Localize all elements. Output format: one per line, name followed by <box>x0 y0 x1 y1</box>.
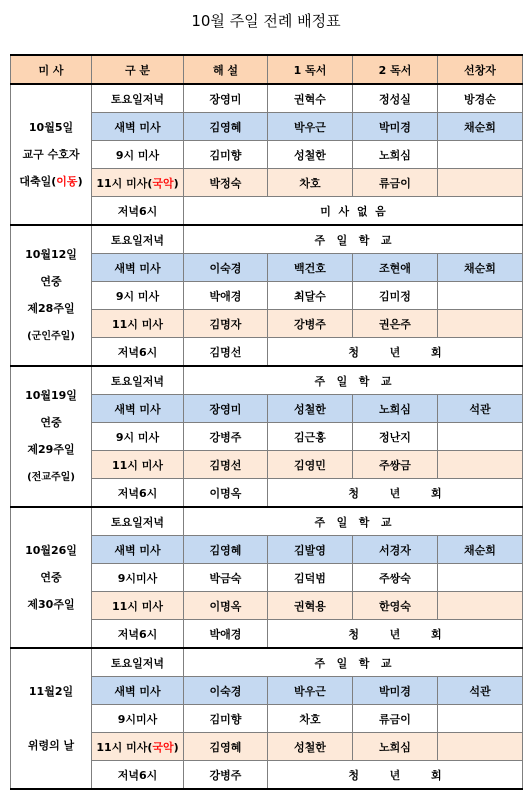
cantor-cell <box>438 564 523 592</box>
date-line-part: 10월26일 <box>25 544 77 557</box>
date-line <box>11 705 91 732</box>
commentator-cell: 장영미 <box>184 395 268 423</box>
date-line <box>11 168 91 195</box>
date-cell <box>11 366 92 507</box>
date-line <box>11 241 91 268</box>
reading-2-cell: 김미정 <box>353 282 438 310</box>
reading-2-cell: 주쌍금 <box>353 451 438 479</box>
date-line <box>11 591 91 618</box>
header-category: 구 분 <box>92 55 184 84</box>
commentator-cell: 김명자 <box>184 310 268 338</box>
mass-label-cell <box>92 197 184 226</box>
mass-label-cell <box>92 169 184 197</box>
reading-1-cell: 차호 <box>268 705 353 733</box>
date-line <box>11 732 91 759</box>
mass-label-cell <box>92 648 184 677</box>
merged-assignment-cell: 주 일 학 교 <box>184 648 523 677</box>
mass-label-part: 저녁6시 <box>117 768 158 782</box>
mass-label-part: 9시미사 <box>117 571 158 585</box>
reading-2-cell: 권은주 <box>353 310 438 338</box>
date-line-part: 위령의 날 <box>27 739 75 752</box>
commentator-cell: 강병주 <box>184 423 268 451</box>
header-mass: 미 사 <box>11 55 92 84</box>
date-line-part: 연중 <box>40 416 62 429</box>
merged-assignment-cell: 청 년 회 <box>268 761 523 790</box>
date-line <box>11 409 91 436</box>
table-row <box>11 507 523 536</box>
mass-label-part: ) <box>173 176 179 190</box>
reading-2-cell: 정난지 <box>353 423 438 451</box>
mass-label-part: 9시 미사 <box>115 430 160 444</box>
schedule-body <box>11 84 523 789</box>
commentator-cell: 강병주 <box>184 761 268 790</box>
cantor-cell: 석관 <box>438 395 523 423</box>
mass-label-cell <box>92 677 184 705</box>
reading-2-cell: 주쌍숙 <box>353 564 438 592</box>
mass-label-cell <box>92 395 184 423</box>
reading-1-cell: 권혁수 <box>268 84 353 113</box>
reading-1-cell: 김발영 <box>268 536 353 564</box>
reading-2-cell: 서경자 <box>353 536 438 564</box>
reading-1-cell: 김근홍 <box>268 423 353 451</box>
reading-2-cell: 조현애 <box>353 254 438 282</box>
header-row <box>11 55 523 84</box>
header-reading-1: 1 독서 <box>268 55 353 84</box>
date-line-part: 제28주일 <box>27 302 75 315</box>
merged-assignment-cell: 청 년 회 <box>268 479 523 508</box>
commentator-cell: 이명옥 <box>184 592 268 620</box>
commentator-cell: 김명선 <box>184 451 268 479</box>
mass-label-part: 토요일저녁 <box>110 92 165 106</box>
date-line <box>11 564 91 591</box>
date-cell <box>11 648 92 789</box>
date-line <box>11 678 91 705</box>
reading-2-cell: 노희심 <box>353 395 438 423</box>
reading-1-cell: 차호 <box>268 169 353 197</box>
mass-label-part: 새벽 미사 <box>114 543 161 557</box>
mass-label-part: 9시미사 <box>117 712 158 726</box>
mass-label-cell <box>92 761 184 790</box>
date-line-part: 교구 수호자 <box>22 148 80 161</box>
cantor-cell <box>438 592 523 620</box>
mass-label-cell <box>92 282 184 310</box>
mass-label-cell <box>92 705 184 733</box>
cantor-cell <box>438 169 523 197</box>
date-line-part: 연중 <box>40 571 62 584</box>
date-line <box>11 537 91 564</box>
mass-label-cell <box>92 310 184 338</box>
merged-assignment-cell: 주 일 학 교 <box>184 225 523 254</box>
mass-label-part: 9시 미사 <box>115 289 160 303</box>
reading-1-cell: 최달수 <box>268 282 353 310</box>
mass-label-cell <box>92 733 184 761</box>
mass-label-part: 저녁6시 <box>117 204 158 218</box>
reading-1-cell: 박우근 <box>268 677 353 705</box>
mass-label-part: 저녁6시 <box>117 627 158 641</box>
date-line-part: (군인주일) <box>27 331 75 342</box>
mass-label-part: 11시 미사 <box>111 458 163 472</box>
header-cantor: 선창자 <box>438 55 523 84</box>
cantor-cell: 방경순 <box>438 84 523 113</box>
mass-label-cell <box>92 254 184 282</box>
mass-label-cell <box>92 141 184 169</box>
date-cell <box>11 225 92 366</box>
commentator-cell: 박정숙 <box>184 169 268 197</box>
commentator-cell: 김영혜 <box>184 536 268 564</box>
merged-assignment-cell: 미 사 없 음 <box>184 197 523 226</box>
reading-1-cell: 강병주 <box>268 310 353 338</box>
page-title: 10월 주일 전례 배정표 <box>191 12 341 30</box>
mass-label-cell <box>92 225 184 254</box>
header-commentator: 해 설 <box>184 55 268 84</box>
reading-2-cell: 정성실 <box>353 84 438 113</box>
date-line-part: 10월5일 <box>28 121 74 134</box>
mass-label-cell <box>92 620 184 649</box>
date-cell <box>11 84 92 225</box>
date-line <box>11 382 91 409</box>
commentator-cell: 김영혜 <box>184 733 268 761</box>
mass-label-part: 토요일저녁 <box>110 515 165 529</box>
date-cell <box>11 507 92 648</box>
cantor-cell <box>438 733 523 761</box>
date-line-part: 11월2일 <box>28 685 74 698</box>
mass-label-cell <box>92 451 184 479</box>
commentator-cell: 이숙경 <box>184 254 268 282</box>
mass-label-part: 11시 미사 <box>111 317 163 331</box>
date-line-part: 대축일( <box>19 175 57 188</box>
reading-2-cell: 한영숙 <box>353 592 438 620</box>
reading-1-cell: 성철한 <box>268 395 353 423</box>
reading-2-cell: 노희심 <box>353 141 438 169</box>
reading-2-cell: 박미경 <box>353 113 438 141</box>
commentator-cell: 김미향 <box>184 141 268 169</box>
table-row <box>11 225 523 254</box>
cantor-cell: 석관 <box>438 677 523 705</box>
date-line-part: ) <box>77 175 83 188</box>
date-line-part: 제29주일 <box>27 443 75 456</box>
cantor-cell <box>438 310 523 338</box>
date-line <box>11 436 91 463</box>
header-reading-2: 2 독서 <box>353 55 438 84</box>
commentator-cell: 김영혜 <box>184 113 268 141</box>
reading-1-cell: 백건호 <box>268 254 353 282</box>
cantor-cell <box>438 451 523 479</box>
mass-label-cell <box>92 84 184 113</box>
mass-label-cell <box>92 423 184 451</box>
reading-2-cell: 박미경 <box>353 677 438 705</box>
date-line <box>11 268 91 295</box>
mass-label-cell <box>92 592 184 620</box>
mass-label-part: 토요일저녁 <box>110 233 165 247</box>
mass-label-cell <box>92 338 184 367</box>
mass-label-part: 11시 미사( <box>96 176 153 190</box>
reading-1-cell: 성철한 <box>268 733 353 761</box>
merged-assignment-cell: 청 년 회 <box>268 338 523 367</box>
mass-label-part: 저녁6시 <box>117 486 158 500</box>
date-line-part: (전교주일) <box>27 472 75 483</box>
mass-label-part: 9시 미사 <box>115 148 160 162</box>
mass-label-cell <box>92 113 184 141</box>
table-row <box>11 84 523 113</box>
merged-assignment-cell: 주 일 학 교 <box>184 507 523 536</box>
reading-1-cell: 권혁용 <box>268 592 353 620</box>
date-line-part: 10월12일 <box>25 248 77 261</box>
reading-1-cell: 박우근 <box>268 113 353 141</box>
mass-label-part: 토요일저녁 <box>110 656 165 670</box>
table-row <box>11 366 523 395</box>
reading-2-cell: 노희심 <box>353 733 438 761</box>
cantor-cell <box>438 282 523 310</box>
reading-1-cell: 성철한 <box>268 141 353 169</box>
merged-assignment-cell: 청 년 회 <box>268 620 523 649</box>
commentator-cell: 박금숙 <box>184 564 268 592</box>
commentator-cell: 이명옥 <box>184 479 268 508</box>
mass-label-part: 국악 <box>152 176 174 190</box>
mass-label-cell <box>92 479 184 508</box>
date-line <box>11 295 91 322</box>
mass-label-part: 국악 <box>152 740 174 754</box>
commentator-cell: 이숙경 <box>184 677 268 705</box>
cantor-cell <box>438 141 523 169</box>
cantor-cell <box>438 705 523 733</box>
cantor-cell: 채순희 <box>438 254 523 282</box>
date-line <box>11 463 91 491</box>
merged-assignment-cell: 주 일 학 교 <box>184 366 523 395</box>
reading-2-cell: 류금이 <box>353 169 438 197</box>
date-line <box>11 114 91 141</box>
mass-label-part: 새벽 미사 <box>114 684 161 698</box>
date-line-part: 연중 <box>40 275 62 288</box>
mass-label-cell <box>92 536 184 564</box>
reading-1-cell: 김영민 <box>268 451 353 479</box>
mass-label-part: 11시 미사( <box>96 740 153 754</box>
mass-label-part: 11시 미사 <box>111 599 163 613</box>
date-line-part: 이동 <box>56 175 78 188</box>
cantor-cell <box>438 423 523 451</box>
date-line <box>11 141 91 168</box>
reading-1-cell: 김덕범 <box>268 564 353 592</box>
date-line-part: 제30주일 <box>27 598 75 611</box>
cantor-cell: 채순희 <box>438 536 523 564</box>
date-line-part: 10월19일 <box>25 389 77 402</box>
mass-label-part: 저녁6시 <box>117 345 158 359</box>
commentator-cell: 김명선 <box>184 338 268 367</box>
date-line <box>11 322 91 350</box>
commentator-cell: 박애경 <box>184 282 268 310</box>
mass-label-part: 새벽 미사 <box>114 261 161 275</box>
mass-label-cell <box>92 564 184 592</box>
schedule-table <box>10 54 523 790</box>
table-row <box>11 648 523 677</box>
mass-label-cell <box>92 507 184 536</box>
commentator-cell: 장영미 <box>184 84 268 113</box>
commentator-cell: 박애경 <box>184 620 268 649</box>
mass-label-part: ) <box>173 740 179 754</box>
mass-label-part: 새벽 미사 <box>114 120 161 134</box>
mass-label-part: 토요일저녁 <box>110 374 165 388</box>
commentator-cell: 김미향 <box>184 705 268 733</box>
cantor-cell: 채순희 <box>438 113 523 141</box>
mass-label-cell <box>92 366 184 395</box>
reading-2-cell: 류금이 <box>353 705 438 733</box>
mass-label-part: 새벽 미사 <box>114 402 161 416</box>
